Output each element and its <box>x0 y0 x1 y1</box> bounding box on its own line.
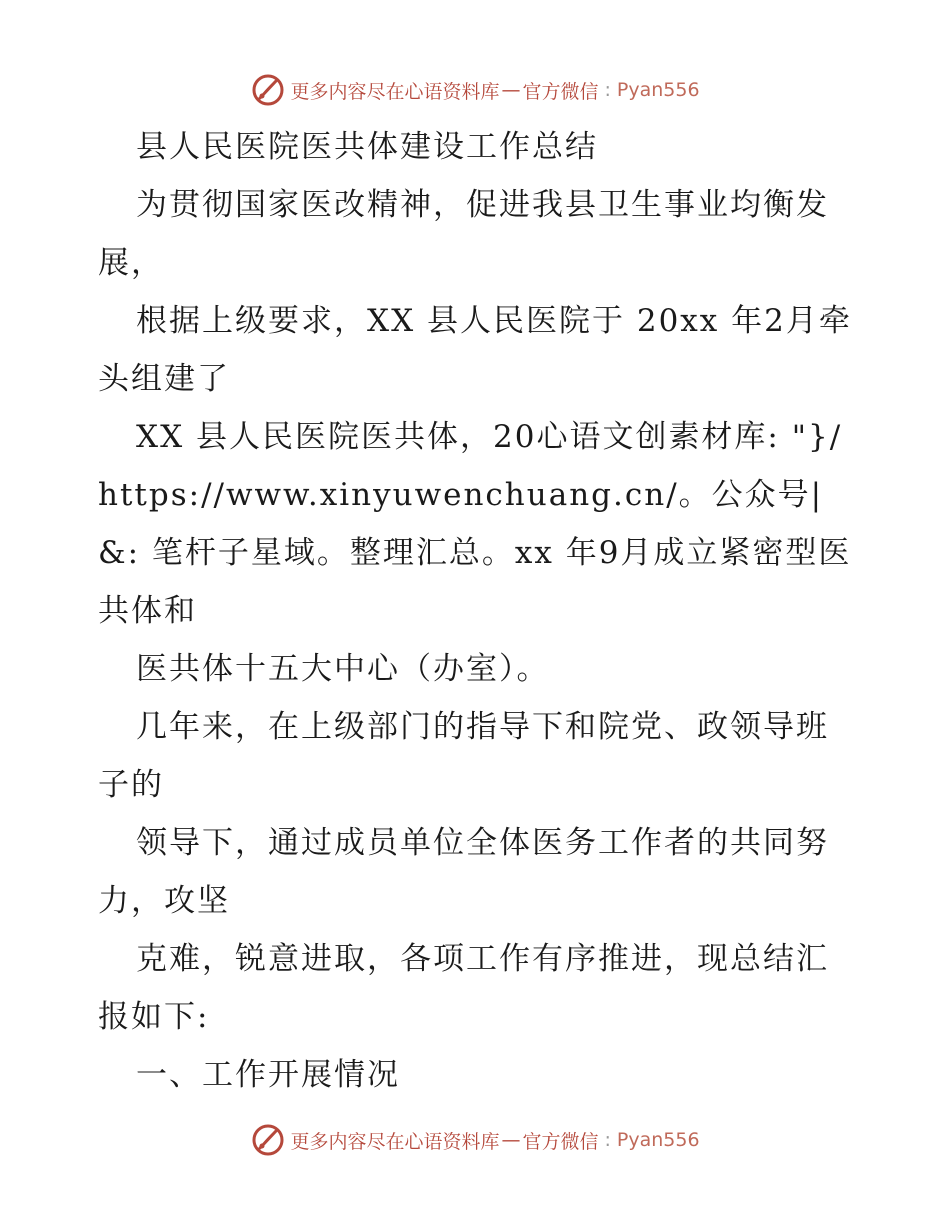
banner-colon: : <box>604 1129 611 1151</box>
paragraph: 几年来，在上级部门的指导下和院党、政领导班子的 <box>98 709 829 803</box>
paragraph: 医共体十五大中心（办室）。 <box>136 651 550 687</box>
paragraph: XX 县人民医院医共体，20心语文创素材库: "}/https://www.xinyuwenchuang.cn/。公众号|&: 笔杆子星域。整理汇总。xx 年9月成立紧密型医共体和 <box>98 419 852 629</box>
document-body <box>98 118 858 1104</box>
quill-logo-icon <box>250 1122 286 1158</box>
section-heading: 一、工作开展情况 <box>136 1057 400 1093</box>
banner-wechat-label: 官方微信 <box>522 80 599 103</box>
banner-handle: Pyan556 <box>616 79 700 101</box>
banner-colon: : <box>604 79 611 101</box>
paragraph: 领导下，通过成员单位全体医务工作者的共同努力，攻坚 <box>98 825 829 919</box>
paragraph: 为贯彻国家医改精神，促进我县卫生事业均衡发展， <box>98 187 829 281</box>
banner-handle: Pyan556 <box>616 1129 700 1151</box>
banner-site-text: 更多内容尽在心语资料库 <box>290 80 500 103</box>
footer-banner <box>0 1120 950 1160</box>
banner-dash: — <box>501 79 521 101</box>
paragraph: 克难，锐意进取，各项工作有序推进，现总结汇报如下: <box>98 941 829 1035</box>
banner-site-text: 更多内容尽在心语资料库 <box>290 1130 500 1153</box>
banner-wechat-label: 官方微信 <box>522 1130 599 1153</box>
document-title: 县人民医院医共体建设工作总结 <box>136 129 598 165</box>
paragraph: 根据上级要求，XX 县人民医院于 20xx 年2月牵头组建了 <box>98 303 852 397</box>
header-banner <box>0 70 950 110</box>
quill-logo-icon <box>250 72 286 108</box>
banner-dash: — <box>501 1129 521 1151</box>
